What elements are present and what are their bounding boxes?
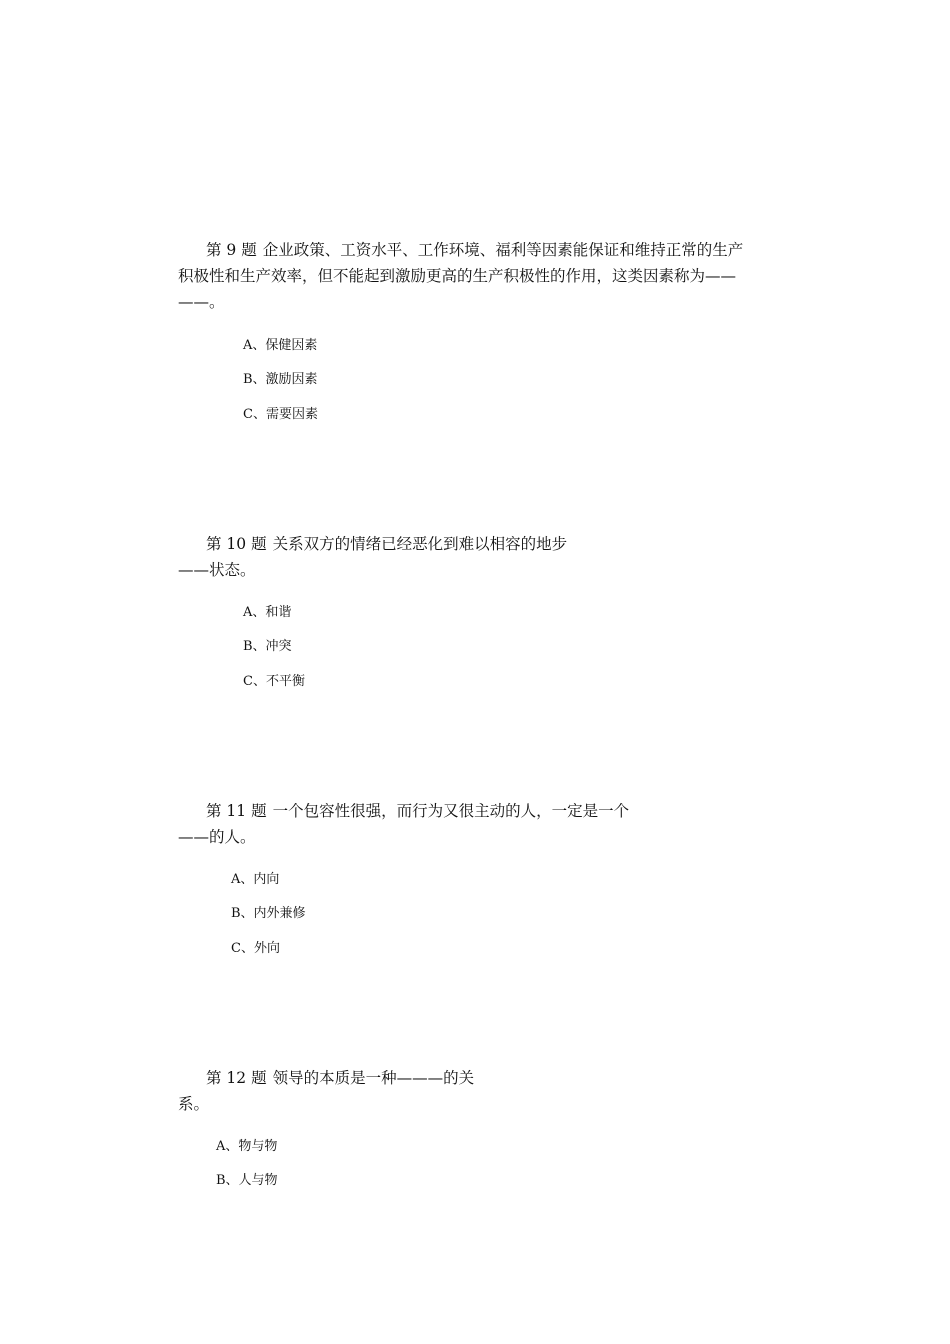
option-b[interactable]: B、冲突	[243, 639, 292, 654]
question-number: 第 11 题	[206, 802, 267, 820]
option-b[interactable]: B、内外兼修	[231, 906, 306, 921]
question-text: 企业政策、工资水平、工作环境、福利等因素能保证和维持正常的生产	[262, 241, 744, 259]
question-number: 第 10 题	[206, 535, 267, 553]
option-b[interactable]: B、激励因素	[243, 372, 318, 387]
question-text: 关系双方的情绪已经恶化到难以相容的地步	[272, 535, 568, 553]
option-a[interactable]: A、保健因素	[243, 338, 318, 353]
question-text: 一个包容性很强，而行为又很主动的人，一定是一个	[272, 802, 630, 820]
question-9-line-3: ——。	[178, 293, 225, 311]
option-a[interactable]: A、内向	[231, 872, 280, 887]
option-a[interactable]: A、物与物	[216, 1139, 278, 1154]
question-number: 第 9 题	[206, 241, 257, 259]
option-c[interactable]: C、需要因素	[243, 407, 318, 422]
question-text: 领导的本质是一种———的关	[272, 1069, 475, 1087]
option-c[interactable]: C、不平衡	[243, 674, 305, 689]
question-11-line-1	[206, 801, 629, 821]
question-12-line-2: 系。	[178, 1095, 210, 1113]
question-9-line-1	[206, 240, 743, 260]
question-number: 第 12 题	[206, 1069, 267, 1087]
option-c[interactable]: C、外向	[231, 941, 280, 956]
option-a[interactable]: A、和谐	[243, 605, 292, 620]
question-9-line-2: 积极性和生产效率，但不能起到激励更高的生产积极性的作用，这类因素称为——	[178, 267, 737, 285]
question-11-line-2: ——的人。	[178, 828, 256, 846]
question-10-line-2: ——状态。	[178, 561, 256, 579]
option-b[interactable]: B、人与物	[216, 1173, 278, 1188]
question-10-line-1	[206, 534, 567, 554]
question-12-line-1	[206, 1068, 474, 1088]
